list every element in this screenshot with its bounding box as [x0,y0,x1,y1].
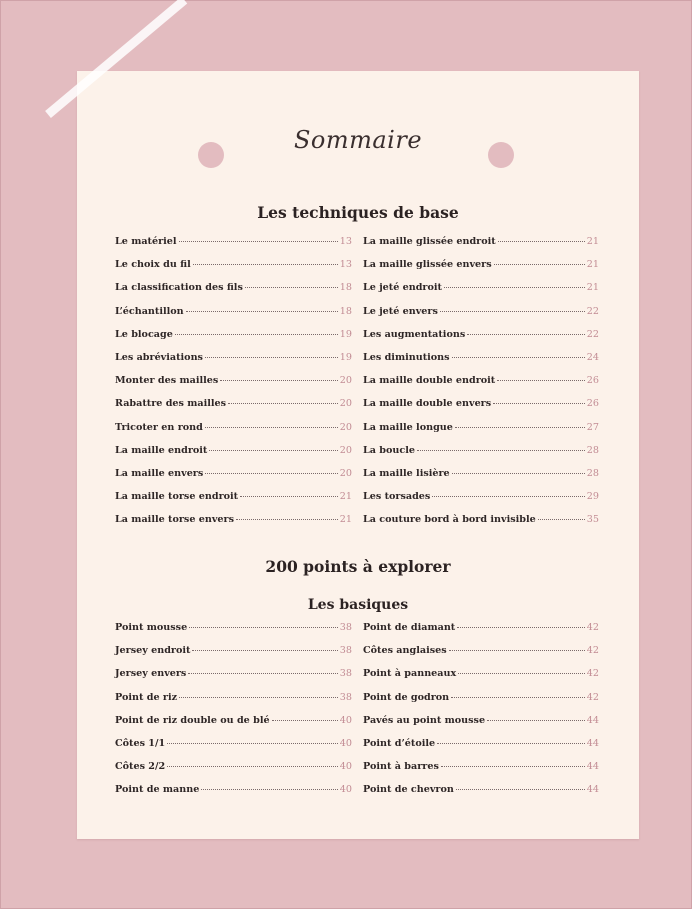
subsection-heading-basiques: Les basiques [307,597,409,613]
dot-leader [456,789,585,790]
toc-entry [115,645,352,668]
toc-entry-label: Tricoter en rond [115,421,203,433]
dot-leader [538,519,585,520]
dot-leader [494,264,585,265]
toc-entry-label: La maille envers [115,467,204,479]
toc-entry-label: Monter des mailles [115,375,219,387]
toc-entry-page: 22 [586,328,599,340]
toc-entry [363,422,599,445]
toc-entry-page: 28 [586,444,599,456]
dot-leader [179,241,338,242]
toc-entry [363,622,599,645]
toc-entry-label: Point de diamant [363,622,456,633]
toc-entry [363,692,599,715]
toc-entry-page: 18 [339,282,352,294]
toc-entry-page: 42 [586,645,599,657]
toc-entry [115,514,352,537]
toc-entry-label: La maille torse endroit [115,491,239,503]
toc-entry [363,514,599,537]
toc-entry-page: 20 [339,398,352,410]
toc-entry-label: La maille lisière [363,467,450,479]
dot-leader [205,427,338,428]
toc-entry-label: La boucle [363,444,415,456]
toc-entry [115,491,352,514]
toc-entry-label: La maille glissée envers [363,259,492,271]
toc-entry-page: 26 [586,375,599,387]
note-card [77,71,639,839]
toc-entry-label: Le jeté envers [363,305,438,317]
dot-leader [417,450,585,451]
toc-entry-page: 35 [586,514,599,526]
dot-leader [192,650,337,651]
toc-entry-label: La maille double endroit [363,375,496,387]
toc-entry-label: Le jeté endroit [363,282,442,294]
toc-entry-page: 44 [586,737,599,749]
dot-leader [432,496,584,497]
toc-entry-label: La maille endroit [115,444,208,456]
toc-entry-label: Les augmentations [363,328,466,340]
toc-entry-label: Point d’étoile [363,737,436,749]
toc-entry-page: 20 [339,467,352,479]
toc-entry [363,445,599,468]
toc-entry [363,282,599,305]
dot-leader [205,473,338,474]
toc-entry-label: Point de riz double ou de blé [115,714,270,726]
toc-entry-label: L’échantillon [115,305,184,317]
dot-leader [458,673,585,674]
toc-entry [363,645,599,668]
dot-leader [452,473,585,474]
toc-entry-label: La couture bord à bord invisible [363,514,536,526]
dot-leader [457,627,585,628]
toc-entry-page: 26 [586,398,599,410]
toc-entry [115,692,352,715]
section-heading-techniques: Les techniques de base [257,203,459,222]
toc-entry-label: Les diminutions [363,351,450,363]
toc-entry [115,352,352,375]
toc-entry-page: 38 [339,668,352,680]
toc-column-techniques-left [115,236,352,537]
toc-entry-page: 42 [586,622,599,633]
dot-leader [179,697,338,698]
toc-entry [363,352,599,375]
dot-leader [452,357,585,358]
toc-entry-page: 44 [586,714,599,726]
toc-entry-page: 13 [339,259,352,271]
toc-column-basiques-left [115,622,352,808]
dot-leader [467,334,585,335]
toc-entry [363,715,599,738]
toc-column-techniques-right [363,236,599,537]
toc-entry-page: 21 [339,514,352,526]
toc-entry-page: 19 [339,351,352,363]
toc-entry [363,761,599,784]
toc-entry-page: 40 [339,714,352,726]
dot-leader [193,264,338,265]
toc-entry [115,282,352,305]
toc-entry-page: 38 [339,691,352,703]
toc-entry [115,784,352,807]
dot-leader [186,311,338,312]
dot-leader [441,766,585,767]
toc-entry-page: 38 [339,622,352,633]
toc-entry-label: Jersey endroit [115,645,191,657]
toc-entry-page: 20 [339,421,352,433]
toc-entry-page: 44 [586,761,599,773]
dot-leader [437,743,585,744]
toc-entry [363,329,599,352]
dot-leader [497,380,585,381]
dot-leader [498,241,585,242]
toc-entry-page: 20 [339,444,352,456]
dot-leader [228,403,338,404]
toc-entry [115,329,352,352]
toc-entry-page: 44 [586,784,599,796]
toc-entry [363,491,599,514]
page-title: Sommaire [293,126,423,154]
dot-leader [209,450,337,451]
toc-entry-page: 21 [586,282,599,294]
toc-entry [115,445,352,468]
dot-leader [440,311,585,312]
dot-leader [167,743,338,744]
toc-entry [363,375,599,398]
toc-entry [115,375,352,398]
toc-entry-label: Pavés au point mousse [363,714,486,726]
toc-entry-label: Le matériel [115,236,177,247]
toc-entry-label: La classification des fils [115,282,243,294]
toc-entry-page: 22 [586,305,599,317]
toc-entry-label: Point à panneaux [363,668,457,680]
dot-leader [487,720,585,721]
toc-entry-label: Rabattre des mailles [115,398,227,410]
dot-leader [455,427,585,428]
toc-entry-label: La maille double envers [363,398,492,410]
toc-entry-page: 38 [339,645,352,657]
toc-entry-page: 19 [339,328,352,340]
toc-entry [363,306,599,329]
dot-leader [201,789,337,790]
toc-entry [115,422,352,445]
toc-entry-page: 28 [586,467,599,479]
toc-entry-label: La maille torse envers [115,514,234,526]
dot-leader [493,403,585,404]
toc-entry [115,738,352,761]
toc-entry-page: 40 [339,761,352,773]
toc-entry [115,398,352,421]
toc-entry-page: 29 [586,491,599,503]
dot-leader [175,334,338,335]
toc-entry-label: Les torsades [363,491,431,503]
toc-entry [115,468,352,491]
toc-entry [115,668,352,691]
dot-leader [189,627,338,628]
toc-entry [115,761,352,784]
toc-entry-label: La maille longue [363,421,453,433]
toc-entry-label: Côtes 1/1 [115,737,166,749]
toc-entry [363,398,599,421]
dot-leader [236,519,338,520]
toc-entry [115,622,352,645]
toc-entry-page: 42 [586,691,599,703]
toc-entry-label: Point à barres [363,761,439,773]
dot-leader [167,766,338,767]
dot-leader [449,650,585,651]
toc-entry [115,259,352,282]
toc-entry-label: Jersey envers [115,668,187,680]
toc-entry [115,306,352,329]
dot-leader [451,697,585,698]
toc-entry-page: 21 [339,491,352,503]
dot-leader [245,287,338,288]
toc-entry [363,236,599,259]
toc-entry-page: 40 [339,737,352,749]
toc-column-basiques-right [363,622,599,808]
toc-entry-page: 21 [586,259,599,271]
dot-leader [205,357,338,358]
toc-entry-label: Point de manne [115,784,200,796]
toc-entry-page: 18 [339,305,352,317]
toc-entry-label: Point de chevron [363,784,454,796]
toc-entry-page: 27 [586,421,599,433]
toc-entry [363,468,599,491]
toc-entry-page: 13 [339,236,352,247]
toc-entry-page: 42 [586,668,599,680]
toc-entry [115,715,352,738]
toc-entry-label: Point de godron [363,691,450,703]
toc-entry [363,738,599,761]
toc-entry-label: Le blocage [115,328,173,340]
toc-entry [363,668,599,691]
toc-entry-page: 40 [339,784,352,796]
toc-entry-label: Le choix du fil [115,259,191,271]
toc-entry-page: 21 [586,236,599,247]
toc-entry-label: Côtes anglaises [363,645,447,657]
dot-leader [444,287,585,288]
toc-entry-label: Point mousse [115,622,188,633]
toc-entry-label: Côtes 2/2 [115,761,166,773]
section-heading-points: 200 points à explorer [265,557,451,576]
toc-entry [115,236,352,259]
toc-entry-page: 24 [586,351,599,363]
toc-entry-label: La maille glissée endroit [363,236,496,247]
dot-leader [240,496,338,497]
dot-leader [272,720,338,721]
dot-leader [220,380,337,381]
toc-entry [363,784,599,807]
toc-entry-label: Point de riz [115,691,178,703]
toc-entry-page: 20 [339,375,352,387]
dot-leader [188,673,337,674]
toc-entry [363,259,599,282]
toc-entry-label: Les abréviations [115,351,203,363]
